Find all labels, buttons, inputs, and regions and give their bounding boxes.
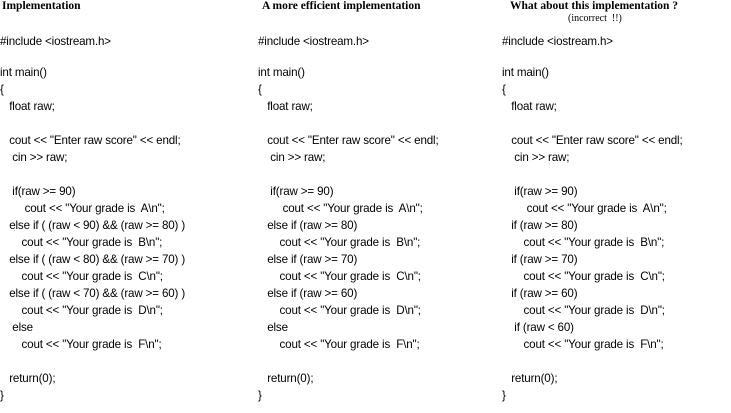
code-line: cin >> raw;	[0, 151, 68, 165]
code-listing	[502, 34, 683, 404]
code-line: cout << "Your grade is B\n";	[258, 236, 421, 250]
blank-line	[258, 115, 439, 132]
code-line: else if (raw >= 80)	[258, 219, 358, 233]
code-listing	[258, 34, 439, 404]
code-line: cout << "Enter raw score" << endl;	[258, 134, 439, 148]
code-line: #include <iostream.h>	[502, 35, 613, 48]
code-line: else if ( (raw < 70) && (raw >= 60) )	[0, 287, 186, 301]
blank-line	[258, 166, 439, 183]
code-line: cout << "Your grade is A\n";	[502, 202, 667, 216]
column-heading: A more efficient implementation	[262, 0, 421, 12]
code-line: if(raw >= 90)	[258, 185, 334, 199]
code-line: else if ( (raw < 80) && (raw >= 70) )	[0, 253, 186, 267]
code-line: return(0);	[0, 372, 56, 386]
code-line: if(raw >= 90)	[502, 185, 578, 199]
column-more-efficient-implementation	[258, 0, 498, 403]
code-line: float raw;	[258, 100, 313, 114]
code-line: cout << "Your grade is B\n";	[0, 236, 163, 250]
blank-line	[258, 49, 439, 64]
code-listing	[0, 34, 185, 404]
code-line: {	[0, 83, 4, 97]
code-line: }	[502, 389, 506, 403]
code-line: if (raw < 60)	[502, 321, 574, 335]
code-line: {	[502, 83, 506, 97]
code-line: cout << "Your grade is D\n";	[258, 304, 421, 318]
column-subheading: (incorrect !!)	[568, 13, 622, 24]
code-line: cout << "Your grade is B\n";	[502, 236, 665, 250]
code-line: return(0);	[502, 372, 558, 386]
blank-line	[502, 115, 683, 132]
code-line: cout << "Your grade is F\n";	[502, 338, 664, 352]
code-line: cout << "Your grade is C\n";	[258, 270, 421, 284]
code-line: if (raw >= 70)	[502, 253, 578, 267]
blank-line	[502, 353, 683, 370]
code-line: {	[258, 83, 262, 97]
code-line: float raw;	[502, 100, 557, 114]
blank-line	[0, 353, 185, 370]
code-line: if(raw >= 90)	[0, 185, 76, 199]
code-line: cin >> raw;	[258, 151, 326, 165]
code-line: else if (raw >= 60)	[258, 287, 358, 301]
code-line: if (raw >= 80)	[502, 219, 578, 233]
code-line: cout << "Your grade is A\n";	[258, 202, 423, 216]
code-line: cout << "Your grade is C\n";	[502, 270, 665, 284]
code-line: }	[0, 389, 4, 403]
code-line: cout << "Enter raw score" << endl;	[0, 134, 181, 148]
column-implementation	[0, 0, 250, 403]
code-line: #include <iostream.h>	[258, 35, 369, 48]
blank-line	[0, 166, 185, 183]
code-line: float raw;	[0, 100, 55, 114]
code-line: #include <iostream.h>	[0, 35, 111, 48]
code-line: cout << "Your grade is D\n";	[0, 304, 163, 318]
column-heading: What about this implementation ?	[510, 0, 679, 12]
code-line: cout << "Your grade is C\n";	[0, 270, 163, 284]
code-line: int main()	[0, 66, 47, 80]
code-line: return(0);	[258, 372, 314, 386]
blank-line	[0, 115, 185, 132]
code-line: cout << "Your grade is F\n";	[258, 338, 420, 352]
blank-line	[502, 49, 683, 64]
code-line: else	[0, 321, 33, 335]
code-line: else if (raw >= 70)	[258, 253, 358, 267]
column-incorrect-implementation	[502, 0, 731, 403]
code-line: cin >> raw;	[502, 151, 570, 165]
code-line: cout << "Your grade is D\n";	[502, 304, 665, 318]
code-line: cout << "Your grade is A\n";	[0, 202, 165, 216]
code-line: }	[258, 389, 262, 403]
code-line: cout << "Your grade is F\n";	[0, 338, 162, 352]
blank-line	[502, 166, 683, 183]
code-line: int main()	[502, 66, 549, 80]
code-line: cout << "Enter raw score" << endl;	[502, 134, 683, 148]
code-line: else	[258, 321, 288, 335]
column-heading: Implementation	[2, 0, 81, 12]
code-line: else if ( (raw < 90) && (raw >= 80) )	[0, 219, 186, 233]
blank-line	[0, 49, 185, 64]
code-line: int main()	[258, 66, 305, 80]
code-line: if (raw >= 60)	[502, 287, 578, 301]
blank-line	[258, 353, 439, 370]
